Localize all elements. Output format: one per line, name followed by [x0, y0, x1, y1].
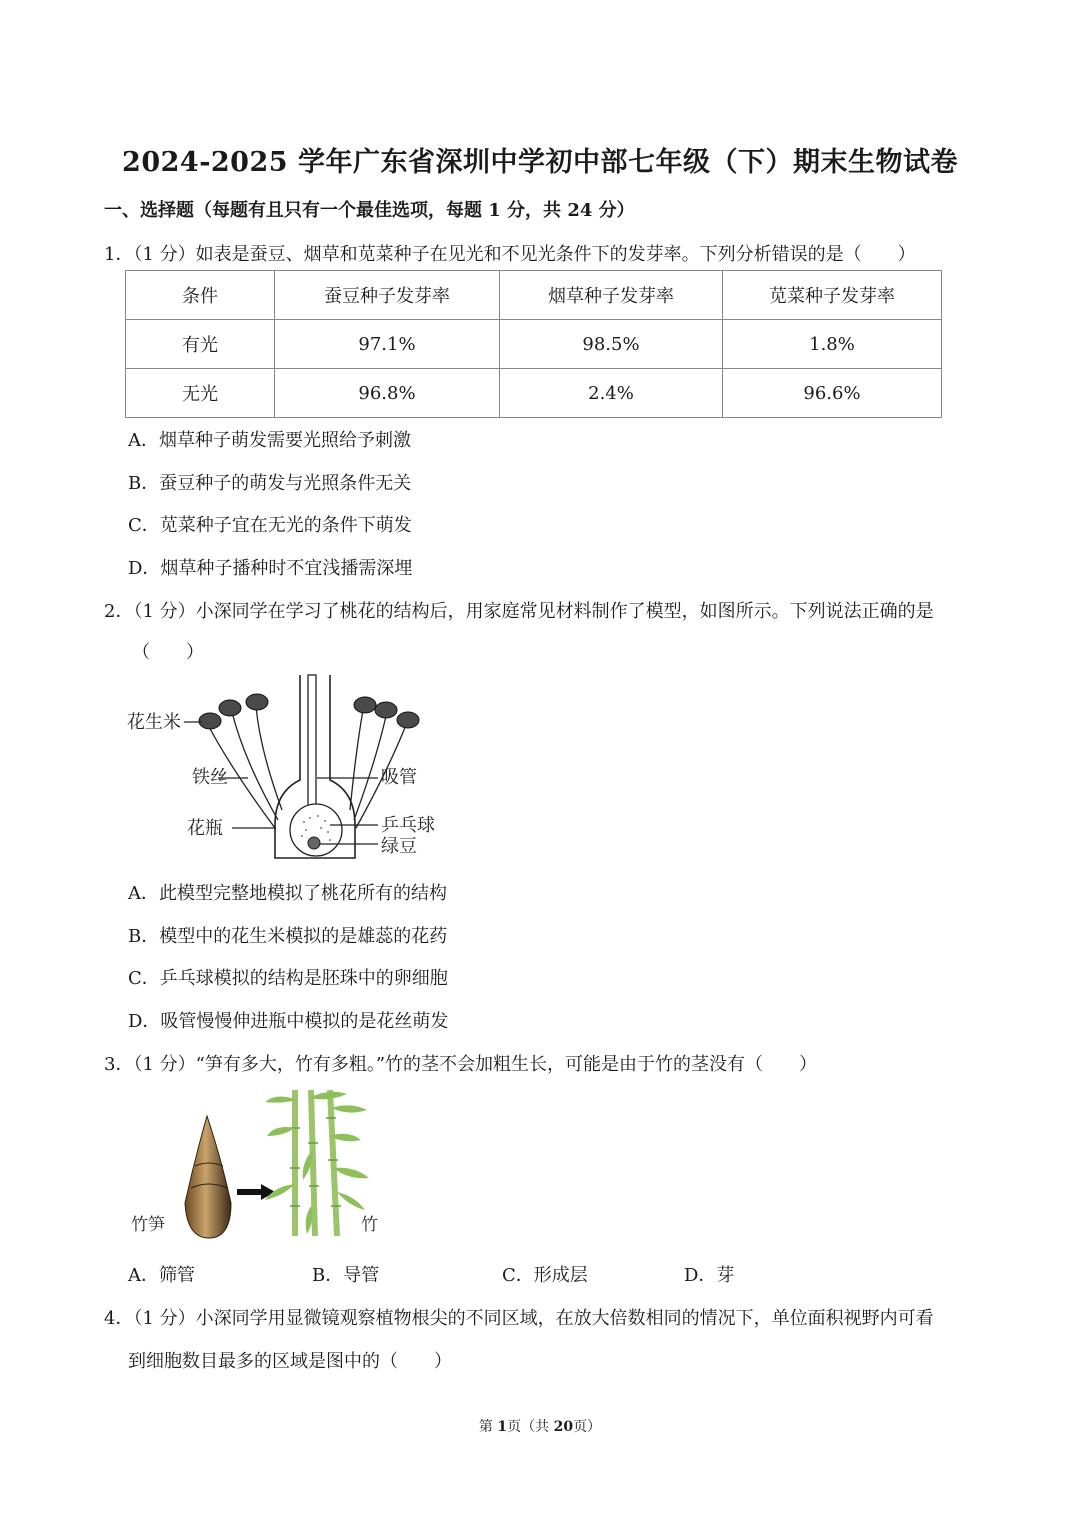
section-heading: 一、选择题（每题有且只有一个最佳选项，每题 1 分，共 24 分） [104, 200, 635, 221]
table-header-cell: 苋菜种子发芽率 [723, 271, 942, 320]
question-4-stem-line1: 4．（1 分）小深同学用显微镜观察植物根尖的不同区域，在放大倍数相同的情况下，单位面积视野内可看 [104, 1308, 934, 1329]
peach-flower-model-figure [120, 670, 460, 865]
q3-option-b: B．导管 [312, 1265, 380, 1286]
table-cell: 98.5% [500, 320, 723, 369]
table-row [126, 320, 942, 369]
q1-option-a: A．烟草种子萌发需要光照给予刺激 [128, 430, 411, 451]
label-wire: 铁丝 [192, 767, 228, 788]
table-cell: 有光 [126, 320, 275, 369]
page-title: 2024-2025 学年广东省深圳中学初中部七年级（下）期末生物试卷 [122, 147, 958, 178]
footer-page-number: 1 [497, 1419, 508, 1435]
q2-option-b: B．模型中的花生米模拟的是雄蕊的花药 [128, 926, 448, 947]
q1-option-d: D．烟草种子播种时不宜浅播需深埋 [128, 558, 413, 579]
q2-option-c: C．乒乓球模拟的结构是胚珠中的卵细胞 [128, 968, 448, 989]
label-mungbean: 绿豆 [381, 836, 417, 857]
question-3-stem: 3．（1 分）“笋有多大，竹有多粗。”竹的茎不会加粗生长，可能是由于竹的茎没有（ ） [104, 1054, 818, 1075]
bamboo-shoot-figure [125, 1088, 395, 1240]
question-1-stem: 1．（1 分）如表是蚕豆、烟草和苋菜种子在见光和不见光条件下的发芽率。下列分析错误的是（ ） [104, 244, 916, 265]
table-row [126, 369, 942, 418]
question-2-stem-line2: （ ） [132, 642, 204, 663]
table-header-cell: 烟草种子发芽率 [500, 271, 723, 320]
label-straw: 吸管 [381, 767, 417, 788]
table-cell: 97.1% [275, 320, 500, 369]
mung-bean-shape [308, 837, 320, 849]
label-bamboo: 竹 [361, 1215, 378, 1235]
label-pingpong: 乒乓球 [381, 815, 435, 836]
page-footer [0, 1416, 1080, 1436]
bamboo-stalks [295, 1090, 337, 1236]
footer-total-pages: 20 [553, 1419, 574, 1435]
q3-option-d: D．芽 [684, 1265, 735, 1286]
question-4-stem-line2: 到细胞数目最多的区域是图中的（ ） [128, 1351, 452, 1372]
table-cell: 96.8% [275, 369, 500, 418]
bamboo-shoot-shape [185, 1116, 231, 1238]
label-peanut: 花生米 [127, 712, 181, 733]
label-vase: 花瓶 [187, 818, 223, 839]
q3-option-a: A．筛管 [128, 1265, 195, 1286]
q1-option-b: B．蚕豆种子的萌发与光照条件无关 [128, 473, 412, 494]
table-cell: 无光 [126, 369, 275, 418]
table-cell: 2.4% [500, 369, 723, 418]
question-2-stem-line1: 2．（1 分）小深同学在学习了桃花的结构后，用家庭常见材料制作了模型，如图所示。下列说法正确的是 [104, 601, 934, 622]
q2-option-a: A．此模型完整地模拟了桃花所有的结构 [128, 883, 447, 904]
table-header-row [126, 271, 942, 320]
table-header-cell: 条件 [126, 271, 275, 320]
table-cell: 96.6% [723, 369, 942, 418]
footer-prefix: 第 [478, 1419, 498, 1435]
q1-option-c: C．苋菜种子宜在无光的条件下萌发 [128, 515, 412, 536]
q2-option-d: D．吸管慢慢伸进瓶中模拟的是花丝萌发 [128, 1011, 449, 1032]
table-header-cell: 蚕豆种子发芽率 [275, 271, 500, 320]
table-cell: 1.8% [723, 320, 942, 369]
footer-suffix: 页） [573, 1419, 602, 1435]
germination-table [125, 270, 942, 418]
q3-option-c: C．形成层 [502, 1265, 588, 1286]
label-bamboo-shoot: 竹笋 [131, 1215, 165, 1235]
footer-middle: 页（共 [507, 1419, 554, 1435]
